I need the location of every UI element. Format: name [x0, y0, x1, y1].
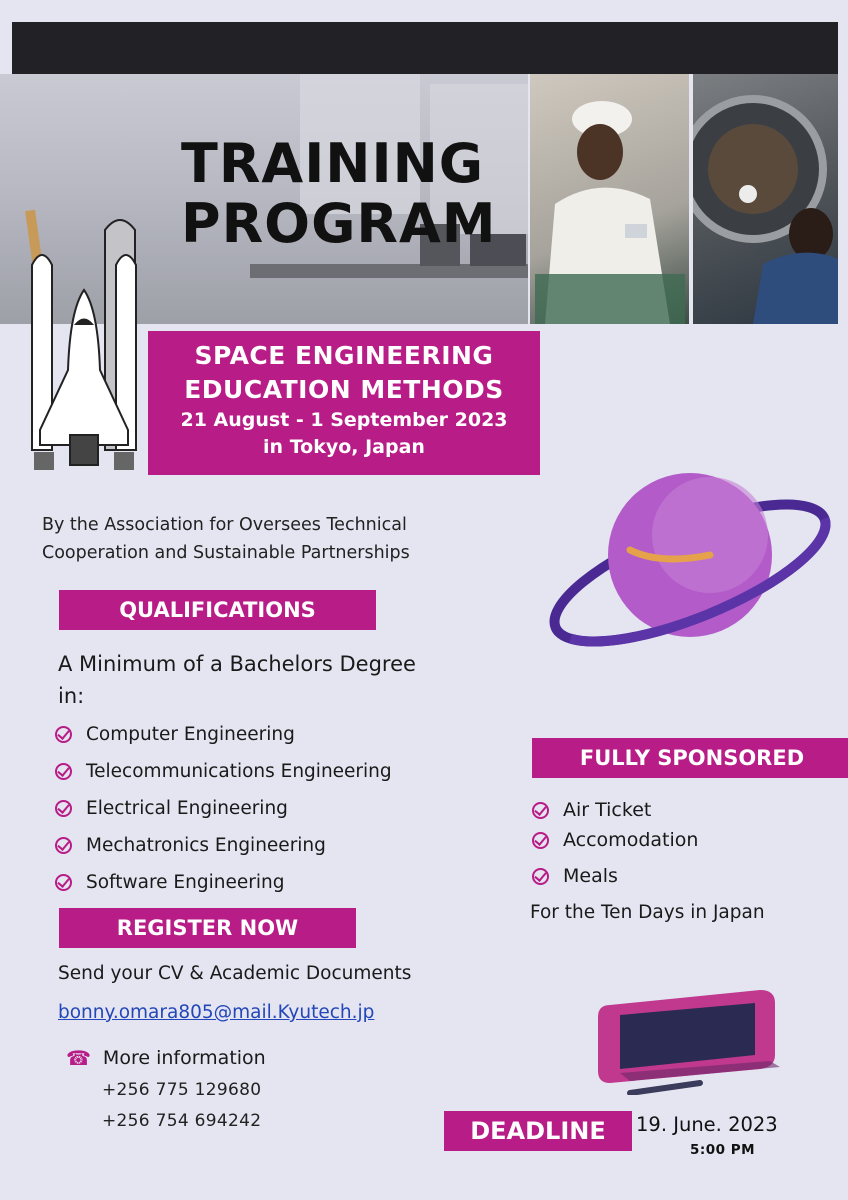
sponsorship-note: For the Ten Days in Japan [530, 902, 765, 923]
deadline-date: 19. June. 2023 [636, 1113, 778, 1136]
event-banner [148, 331, 540, 475]
list-item-label: Computer Engineering [86, 724, 295, 745]
phone-number-2: +256 754 694242 [102, 1111, 262, 1131]
list-item-label: Telecommunications Engineering [86, 761, 392, 782]
list-item-label: Air Ticket [563, 799, 652, 821]
qualifications-intro-line-2: in: [58, 684, 85, 708]
planet-illustration [540, 455, 840, 679]
title-line-2: PROGRAM [181, 192, 497, 256]
list-item-label: Software Engineering [86, 872, 285, 893]
list-item [55, 716, 515, 753]
list-item [55, 753, 515, 790]
list-item-label: Meals [563, 865, 618, 887]
tablet-illustration [590, 985, 790, 1099]
list-item [55, 864, 515, 901]
contact-email-link[interactable]: bonny.omara805@mail.Kyutech.jp [58, 1002, 375, 1023]
check-circle-icon [532, 868, 549, 885]
event-location: in Tokyo, Japan [263, 436, 425, 458]
engineer-photo-2 [693, 74, 838, 324]
qualifications-intro [58, 648, 416, 712]
list-item [532, 824, 832, 856]
organizer-line-2: Cooperation and Sustainable Partnerships [42, 543, 410, 563]
deadline-time: 5:00 PM [690, 1142, 756, 1158]
check-circle-icon [55, 874, 72, 891]
check-circle-icon [55, 726, 72, 743]
list-item [55, 790, 515, 827]
event-name-line-1: SPACE ENGINEERING [194, 341, 494, 370]
engineer-photo-1 [530, 74, 689, 324]
rocket-illustration [20, 190, 150, 494]
title-line-1: TRAINING [181, 132, 485, 195]
qualifications-intro-line-1: A Minimum of a Bachelors Degree [58, 652, 416, 676]
list-item-label: Electrical Engineering [86, 798, 288, 819]
sponsorship-heading: FULLY SPONSORED [532, 738, 848, 778]
list-item [532, 856, 832, 896]
check-circle-icon [532, 802, 549, 819]
top-margin [0, 0, 848, 22]
header-bar [12, 22, 838, 74]
check-circle-icon [532, 832, 549, 849]
deadline-heading: DEADLINE [444, 1111, 632, 1151]
register-heading: REGISTER NOW [59, 908, 356, 948]
qualifications-list [55, 716, 515, 901]
phone-number-1: +256 775 129680 [102, 1080, 262, 1100]
sponsorship-list [532, 796, 832, 896]
check-circle-icon [55, 763, 72, 780]
event-dates: 21 August - 1 September 2023 [180, 409, 508, 431]
phone-icon: ☎ [66, 1046, 91, 1070]
register-instruction: Send your CV & Academic Documents [58, 963, 412, 984]
contact-label: More information [102, 1047, 266, 1069]
organizer-text [42, 511, 562, 567]
check-circle-icon [55, 837, 72, 854]
list-item [55, 827, 515, 864]
event-name-line-2: EDUCATION METHODS [184, 375, 504, 404]
check-circle-icon [55, 800, 72, 817]
list-item-label: Mechatronics Engineering [86, 835, 326, 856]
list-item [532, 796, 832, 824]
list-item-label: Accomodation [563, 829, 699, 851]
program-title [181, 134, 497, 255]
organizer-line-1: By the Association for Oversees Technical [42, 515, 407, 535]
qualifications-heading: QUALIFICATIONS [59, 590, 376, 630]
contact-block [66, 1046, 266, 1070]
